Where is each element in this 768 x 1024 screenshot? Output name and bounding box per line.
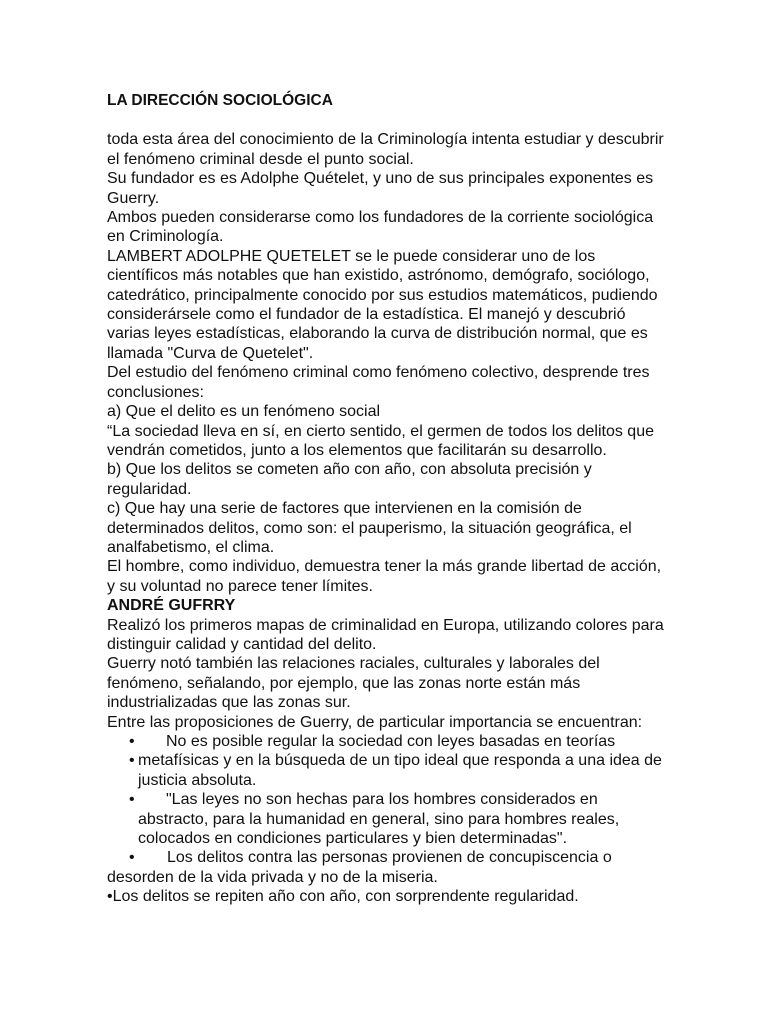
propositions-list (107, 732, 667, 848)
list-item (107, 751, 667, 790)
conclusion-a: a) Que el delito es un fenómeno social (107, 403, 381, 421)
list-item (107, 732, 667, 751)
bullet-icon: • (129, 733, 135, 750)
paragraph: Del estudio del fenómeno criminal como fenómeno colectivo, desprende tres conclusiones: (107, 364, 650, 401)
bullet-icon: • (129, 791, 135, 809)
conclusion-b: b) Que los delitos se cometen año con año, con absoluta precisión y regularidad. (107, 461, 592, 498)
paragraph: Ambos pueden considerarse como los fundadores de la corriente sociológica en Criminología. (107, 209, 654, 246)
list-item (107, 790, 667, 848)
list-item-text: "Las leyes no son hechas para los hombres considerados en abstracto, para la humanidad en general, sino para hombres reales, colocados en condiciones particulares y bien determinadas". (138, 791, 620, 848)
conclusion-c: c) Que hay una serie de factores que intervienen en la comisión de determinados delitos, como son: el pauperismo, la situación geográfica, el analfabetismo, el clima. (107, 500, 632, 556)
list-item-text: No es posible regular la sociedad con leyes basadas en teorías (166, 733, 616, 750)
paragraph: Entre las proposiciones de Guerry, de particular importancia se encuentran: (107, 713, 643, 731)
paragraph: toda esta área del conocimiento de la Criminología intenta estudiar y descubrir el fenómeno criminal desde el punto social. (107, 131, 664, 168)
guerry-section (107, 616, 667, 907)
list-item-text: metafísicas y en la búsqueda de un tipo ideal que responda a una idea de justicia absoluta. (138, 752, 662, 789)
paragraph: El hombre, como individuo, demuestra tener la más grande libertad de acción, y su voluntad no parece tener límites. (107, 558, 662, 595)
list-item (107, 848, 667, 887)
document-title: LA DIRECCIÓN SOCIOLÓGICA (107, 92, 333, 109)
document-page (107, 91, 667, 907)
quetelet-section (107, 130, 667, 596)
quote-paragraph: “La sociedad lleva en sí, en cierto sentido, el germen de todos los delitos que vendrán cometidos, junto a los elementos que facilitarán su desarrollo. (107, 422, 654, 459)
final-line: •Los delitos se repiten año con año, con sorprendente regularidad. (107, 888, 579, 906)
paragraph: LAMBERT ADOLPHE QUETELET se le puede considerar uno de los científicos más notables que han existido, astrónomo, demógrafo, sociólogo, catedrático, principalmente conocido por sus estudios matemáticos, pudiendo considerársele como el fundador de la estadística. El manejó y descubrió varias leyes estadísticas, elaborando la curva de distribución normal, que es llamada "Curva de Quetelet". (107, 247, 658, 362)
section-heading: ANDRÉ GUFRRY (107, 597, 236, 615)
paragraph: Guerry notó también las relaciones raciales, culturales y laborales del fenómeno, señalando, por ejemplo, que las zonas norte están más industrializadas que las zonas sur. (107, 655, 600, 712)
paragraph: Realizó los primeros mapas de criminalidad en Europa, utilizando colores para distinguir calidad y cantidad del delito. (107, 616, 664, 653)
paragraph: Su fundador es es Adolphe Quételet, y uno de sus principales exponentes es Guerry. (107, 170, 654, 207)
bullet-icon: • (129, 849, 135, 867)
bullet-icon: • (129, 752, 135, 770)
list-item-text: Los delitos contra las personas provienen de concupiscencia o desorden de la vida privada y no de la miseria. (107, 849, 612, 886)
